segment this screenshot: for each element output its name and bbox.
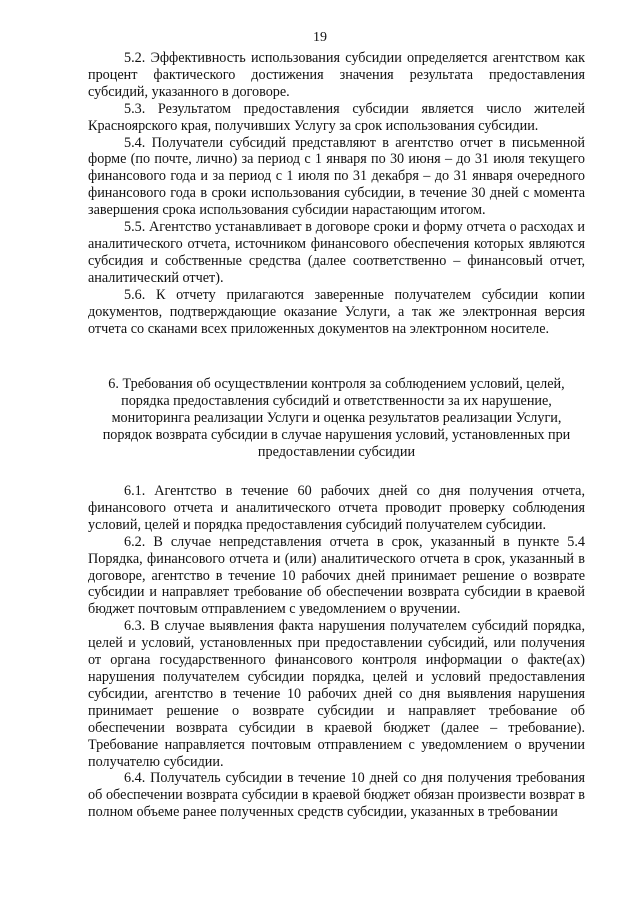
paragraph-6-3: 6.3. В случае выявления факта нарушения получателем субсидий порядка, целей и условий, установленных при предоставлении субсидий, или получения от органа государственного финансового контроля информации о факте(ах) нарушения получателем субсидии порядка, целей и условий предоставления субсидии, агентство в течение 10 рабочих дней со дня выявления нарушения принимает решение о возврате субсидии и направляет требование об обеспечении возврата субсидии в краевой бюджет (далее – требование). Требование направляется почтовым отправлением с уведомлением о вручении получателю субсидии. (88, 618, 585, 770)
page-number: 19 (313, 30, 327, 45)
paragraph-5-6: 5.6. К отчету прилагаются заверенные получателем субсидии копии документов, подтверждающие оказание Услуги, а так же электронная версия отчета со сканами всех приложенных документов на электронном носителе. (88, 286, 585, 337)
paragraph-5-4: 5.4. Получатели субсидий представляют в агентство отчет в письменной форме (по почте, лично) за период с 1 января по 30 июня – до 31 июля текущего финансового года и за период с 1 июля по 31 декабря – до 31 января очередного финансового года в сроки использования субсидии, в течение 30 дней с момента завершения срока использования субсидии нарастающим итогом. (88, 134, 585, 219)
paragraph-6-4: 6.4. Получатель субсидии в течение 10 дней со дня получения требования об обеспечении возврата субсидии в краевой бюджет обязан произвести возврат в полном объеме ранее полученных средств субсидии, указанных в требовании (88, 770, 585, 821)
section-heading: 6. Требования об осуществлении контроля за соблюдением условий, целей, порядка предоставления субсидий и ответственности за их нарушение, мониторинга реализации Услуги и оценка результатов реализации Услуги, порядок возврата субсидии в случае нарушения условий, установленных при предоставлении субсидии (102, 376, 571, 460)
paragraph-5-2: 5.2. Эффективность использования субсидии определяется агентством как процент фактического достижения значения результата предоставления субсидий, указанного в договоре. (88, 50, 585, 100)
paragraph-6-1: 6.1. Агентство в течение 60 рабочих дней со дня получения отчета, финансового отчета и аналитического отчета проводит проверку соблюдения условий, целей и порядка предоставления субсидий получателем субсидии. (88, 483, 585, 533)
paragraph-6-2: 6.2. В случае непредставления отчета в срок, указанный в пункте 5.4 Порядка, финансового отчета и (или) аналитического отчета в срок, указанный в договоре, агентство в течение 10 рабочих дней принимает решение о возврате субсидии и направляет требование об обеспечении возврата субсидии в краевой бюджет почтовым отправлением с уведомлением о вручении. (88, 533, 585, 618)
paragraph-5-3: 5.3. Результатом предоставления субсидии является число жителей Красноярского края, получивших Услугу за срок использования субсидии. (88, 100, 585, 134)
section-5-text (88, 50, 585, 337)
paragraph-5-5: 5.5. Агентство устанавливает в договоре сроки и форму отчета о расходах и аналитического отчета, источником финансового обеспечения которых являются субсидия и собственные средства (далее соответственно – финансовый отчет, аналитический отчет). (88, 219, 585, 286)
section-6-text (88, 483, 585, 821)
section-6-heading-block (88, 376, 585, 461)
